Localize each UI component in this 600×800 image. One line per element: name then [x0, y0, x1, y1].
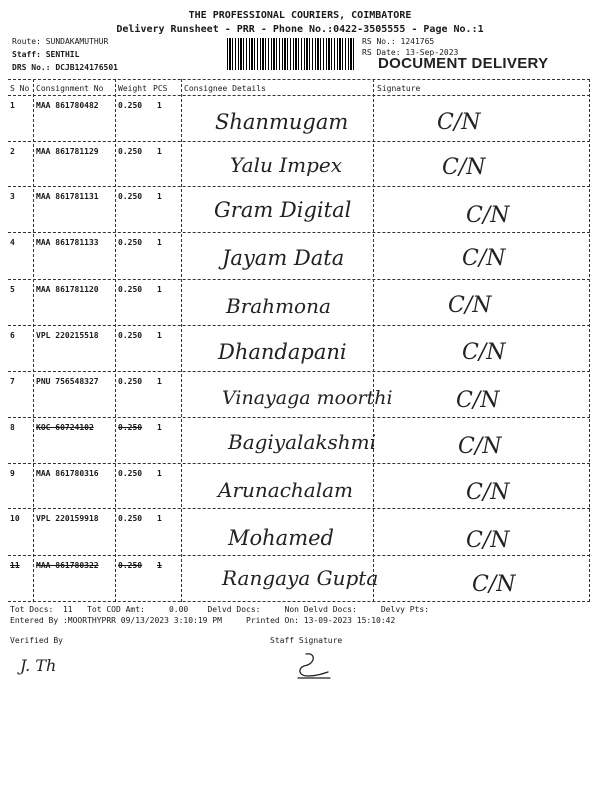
row-divider [8, 555, 590, 556]
row-consignee-handwritten: Yalu Impex [230, 153, 342, 177]
row-consignee-handwritten: Rangaya Gupta [222, 566, 379, 590]
col-header-consignee: Consignee Details [184, 84, 266, 93]
row-divider [8, 463, 590, 464]
row-pcs: 1 [157, 561, 162, 570]
row-sno: 5 [10, 285, 15, 294]
row-weight: 0.250 [118, 514, 143, 523]
row-consignee-handwritten: Arunachalam [218, 478, 353, 502]
row-consignment-no: MAA 861781131 [36, 192, 99, 201]
row-consignment-no: MAA 861781120 [36, 285, 99, 294]
row-sno: 11 [10, 561, 20, 570]
drs-label: DRS No.: DCJB124176501 [12, 63, 118, 72]
row-pcs: 1 [157, 285, 162, 294]
row-consignment-no: KOC 60724102 [36, 423, 94, 432]
row-consignment-no: MAA 861781129 [36, 147, 99, 156]
totals-line: Tot Docs: 11 Tot COD Amt: 0.00 Delvd Docs: Non Delvd Docs: Delvy Pts: [10, 605, 430, 614]
col-header-pcs: PCS [153, 84, 168, 93]
row-pcs: 1 [157, 377, 162, 386]
company-title: THE PROFESSIONAL COURIERS, COIMBATORE [188, 10, 412, 21]
route-label: Route: SUNDAKAMUTHUR [12, 37, 109, 46]
row-sno: 4 [10, 238, 15, 247]
row-sno: 6 [10, 331, 15, 340]
row-consignee-handwritten: Dhandapani [218, 340, 347, 364]
row-weight: 0.250 [118, 192, 143, 201]
row-divider [8, 601, 590, 602]
rs-date: RS Date: 13-Sep-2023 [362, 48, 459, 57]
row-consignee-handwritten: Brahmona [226, 294, 331, 318]
row-signature: C/N [462, 340, 506, 365]
row-weight: 0.250 [118, 238, 143, 247]
row-signature: C/N [466, 203, 510, 228]
row-sno: 9 [10, 469, 15, 478]
row-consignment-no: MAA 861780316 [36, 469, 99, 478]
row-divider [8, 371, 590, 372]
row-divider [8, 417, 590, 418]
row-pcs: 1 [157, 101, 162, 110]
row-signature: C/N [437, 110, 481, 135]
row-weight: 0.250 [118, 331, 143, 340]
row-signature: C/N [466, 528, 510, 553]
row-signature: C/N [442, 155, 486, 180]
verified-initials: J. Th [20, 656, 57, 675]
staff-label: Staff: SENTHIL [12, 50, 80, 59]
row-pcs: 1 [157, 514, 162, 523]
row-weight: 0.250 [118, 285, 143, 294]
column-separator [181, 79, 182, 602]
row-consignee-handwritten: Gram Digital [214, 198, 352, 222]
row-signature: C/N [456, 388, 500, 413]
row-consignment-no: MAA 861781133 [36, 238, 99, 247]
row-weight: 0.250 [118, 423, 143, 432]
row-consignment-no: VPL 220159918 [36, 514, 99, 523]
entered-by-line: Entered By :MOORTHYPRR 09/13/2023 3:10:19 PM Printed On: 13-09-2023 15:10:42 [10, 616, 396, 625]
col-header-consignment: Consignment No [36, 84, 104, 93]
divider [8, 79, 590, 80]
row-divider [8, 186, 590, 187]
row-sno: 2 [10, 147, 15, 156]
row-divider [8, 141, 590, 142]
col-header-sno: S No [10, 84, 30, 93]
row-sno: 7 [10, 377, 15, 386]
staff-signature-mark [292, 650, 337, 682]
row-consignee-handwritten: Bagiyalakshmi [228, 430, 376, 454]
row-pcs: 1 [157, 469, 162, 478]
column-separator [373, 79, 374, 602]
row-consignee-handwritten: Vinayaga moorthi [222, 387, 393, 409]
row-divider [8, 508, 590, 509]
row-consignment-no: PNU 756548327 [36, 377, 99, 386]
row-divider [8, 325, 590, 326]
verified-by-label: Verified By [10, 636, 63, 645]
row-signature: C/N [472, 572, 516, 597]
row-signature: C/N [458, 434, 502, 459]
row-pcs: 1 [157, 238, 162, 247]
column-separator [33, 79, 34, 602]
row-pcs: 1 [157, 192, 162, 201]
row-signature: C/N [448, 293, 492, 318]
barcode-image [227, 38, 355, 70]
row-consignment-no: MAA 861780482 [36, 101, 99, 110]
row-signature: C/N [466, 480, 510, 505]
row-consignment-no: VPL 220215518 [36, 331, 99, 340]
row-weight: 0.250 [118, 147, 143, 156]
column-separator [589, 79, 590, 602]
staff-signature-label: Staff Signature [270, 636, 343, 645]
row-consignee-handwritten: Mohamed [228, 526, 334, 550]
row-weight: 0.250 [118, 101, 143, 110]
rs-number: RS No.: 1241765 [362, 37, 435, 46]
row-sno: 1 [10, 101, 15, 110]
row-weight: 0.250 [118, 561, 143, 570]
row-divider [8, 279, 590, 280]
col-header-signature: Signature [377, 84, 421, 93]
row-pcs: 1 [157, 331, 162, 340]
divider [8, 95, 590, 96]
row-consignee-handwritten: Jayam Data [222, 246, 345, 270]
col-header-weight: Weight [118, 84, 147, 93]
column-separator [115, 79, 116, 602]
row-sno: 8 [10, 423, 15, 432]
row-pcs: 1 [157, 147, 162, 156]
row-sno: 3 [10, 192, 15, 201]
row-pcs: 1 [157, 423, 162, 432]
document-delivery-stamp: DOCUMENT DELIVERY [378, 55, 549, 72]
row-consignment-no: MAA 861780322 [36, 561, 99, 570]
row-weight: 0.250 [118, 377, 143, 386]
row-divider [8, 232, 590, 233]
row-signature: C/N [462, 246, 506, 271]
runsheet-subtitle: Delivery Runsheet - PRR - Phone No.:0422-3505555 - Page No.:1 [116, 24, 484, 35]
row-weight: 0.250 [118, 469, 143, 478]
row-sno: 10 [10, 514, 20, 523]
row-consignee-handwritten: Shanmugam [215, 110, 349, 134]
